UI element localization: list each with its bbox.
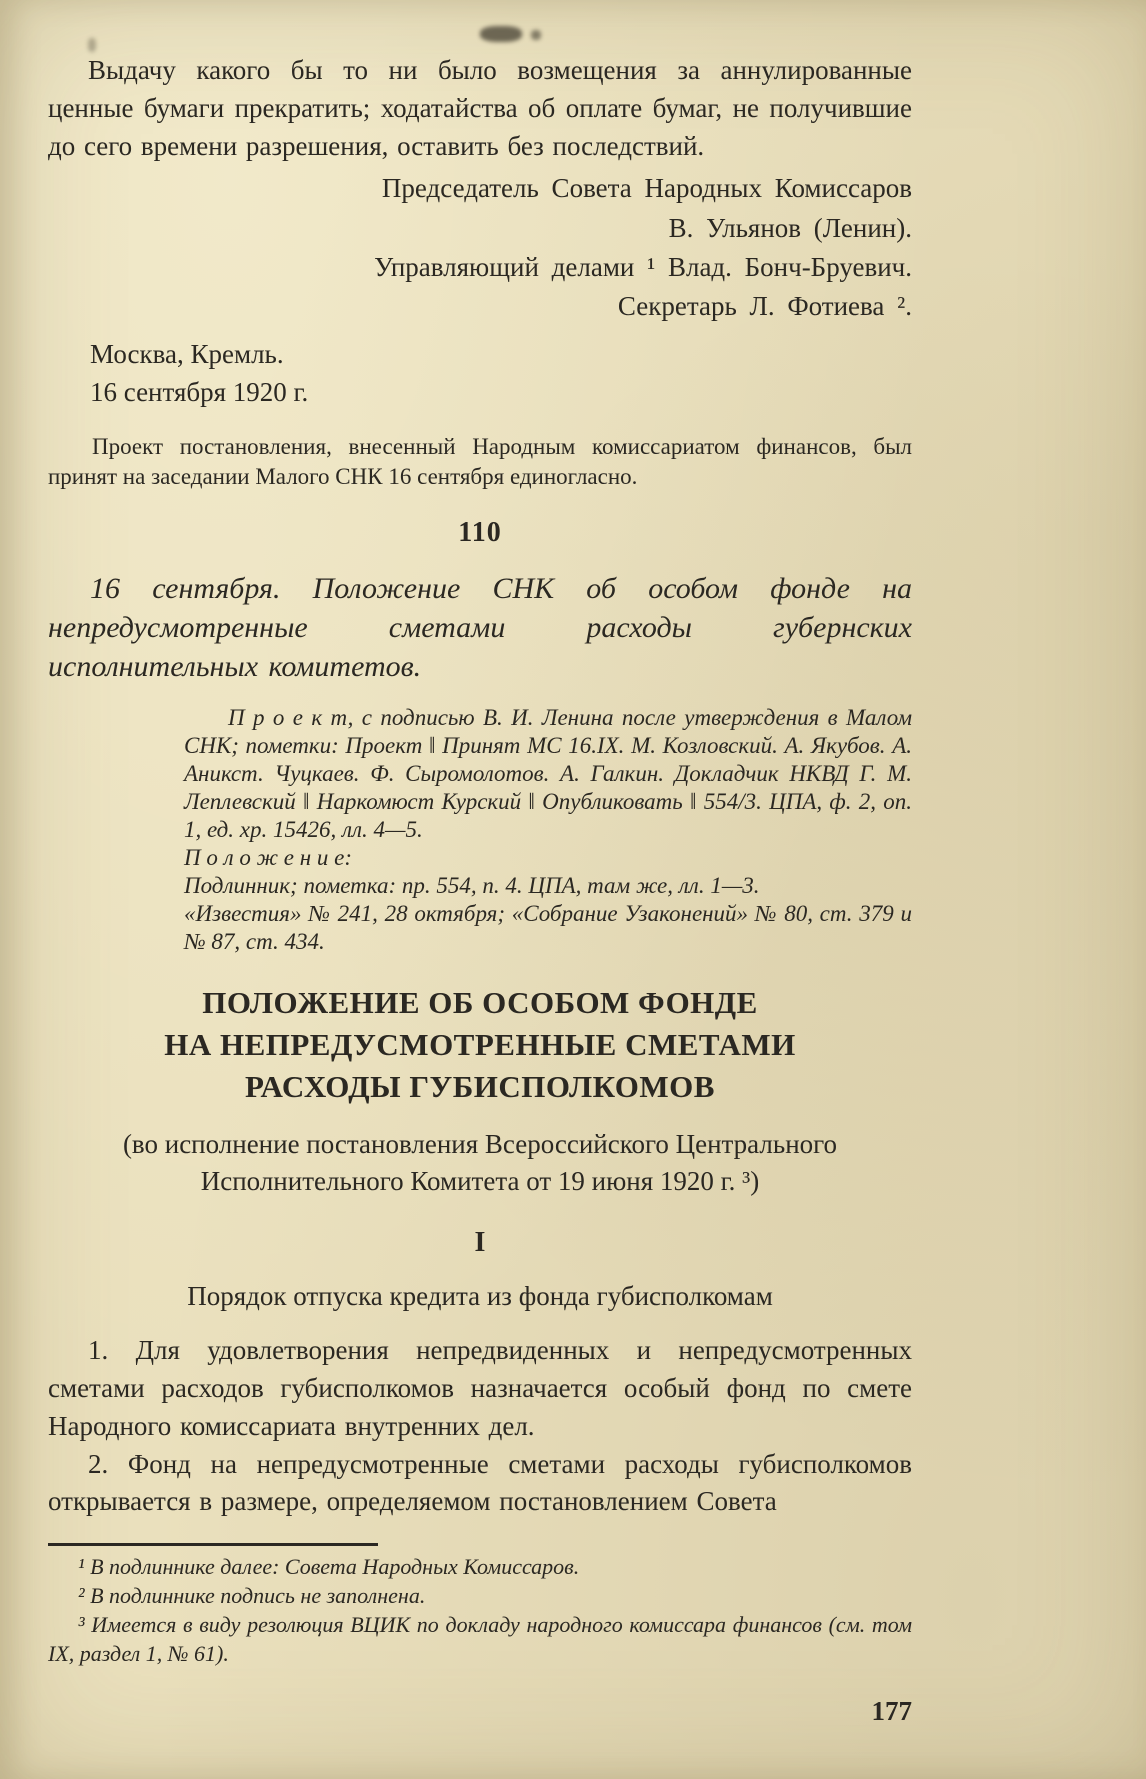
source-line: Подлинник; пометка: пр. 554, п. 4. ЦПА, там же, лл. 1—3.	[184, 872, 760, 898]
date-line: 16 сентября 1920 г.	[90, 376, 309, 407]
part-numeral: I	[474, 1227, 486, 1259]
document-subtitle: (во исполнение постановления Всероссийского Центрального Исполнительного Комитета от 19 июня 1920 г. ³)	[122, 1128, 838, 1197]
intro-paragraph: Выдачу какого бы то ни было возмещения за аннулированные ценные бумаги прекратить; ходатайства об оплате бумаг, не получившие до сего времени разрешения, оставить без последствий.	[48, 55, 912, 161]
footnote: ² В подлиннике подпись не заполнена.	[78, 1583, 426, 1609]
footnote: ¹ В подлиннике далее: Совета Народных Комиссаров.	[78, 1554, 580, 1580]
body-paragraph: 2. Фонд на непредусмотренные сметами расходы губисполкомов открывается в размере, определяемом постановлением Совета	[48, 1448, 912, 1517]
signature-line-secretary: Секретарь Л. Фотиева ².	[617, 290, 912, 321]
document-title	[48, 982, 912, 1108]
item-heading: 16 сентября. Положение СНК об особом фонде на непредусмотренные сметами расходы губернских исполнительных комитетов.	[48, 571, 912, 683]
ink-smudge	[88, 38, 96, 52]
page-number: 177	[871, 1696, 912, 1726]
place-line: Москва, Кремль.	[90, 338, 284, 369]
source-line: «Известия» № 241, 28 октября; «Собрание Узаконений» № 80, ст. 379 и № 87, ст. 434.	[184, 901, 912, 955]
item-number: 110	[458, 516, 502, 548]
ink-smudge	[480, 26, 522, 42]
body-paragraphs	[48, 1332, 912, 1521]
place-date-block	[48, 336, 912, 412]
signature-line-chairman-title: Председатель Совета Народных Комиссаров	[381, 173, 912, 204]
source-line: П о л о ж е н и е:	[184, 844, 353, 870]
source-line: П р о е к т, с подписью В. И. Ленина после утверждения в Малом СНК; пометки: Проект ‖ Принят МС 16.IX. М. Козловский. А. Якубов. А. Аникст. Чуцкаев. Ф. Сыромолотов. А. Галкин. Докладчик НКВД Г. М. Леплевский ‖ Наркомюст Курский ‖ Опубликовать ‖ 554/3. ЦПА, ф. 2, оп. 1, ед. хр. 15426, лл. 4—5.	[184, 704, 912, 842]
signature-line-chairman-name: В. Ульянов (Ленин).	[668, 212, 912, 243]
document-title-line: НА НЕПРЕДУСМОТРЕННЫЕ СМЕТАМИ	[164, 1026, 796, 1062]
signature-block	[48, 169, 912, 326]
ink-smudge	[531, 30, 541, 40]
footnotes-block	[48, 1552, 912, 1668]
part-heading: Порядок отпуска кредита из фонда губисполкомам	[187, 1281, 773, 1312]
archival-source-block	[184, 704, 912, 956]
document-title-line: РАСХОДЫ ГУБИСПОЛКОМОВ	[245, 1068, 715, 1104]
footnote: ³ Имеется в виду резолюция ВЦИК по докладу народного комиссара финансов (см. том IX, раздел 1, № 61).	[48, 1612, 912, 1667]
body-paragraph: 1. Для удовлетворения непредвиденных и непредусмотренных сметами расходов губисполкомов назначается особый фонд по смете Народного комиссариата внутренних дел.	[48, 1335, 912, 1441]
footnote-separator	[48, 1543, 378, 1546]
signature-line-manager: Управляющий делами ¹ Влад. Бонч-Бруевич.	[374, 251, 912, 282]
editorial-note: Проект постановления, внесенный Народным комиссариатом финансов, был принят на заседании Малого СНК 16 сентября единогласно.	[48, 433, 912, 490]
document-title-line: ПОЛОЖЕНИЕ ОБ ОСОБОМ ФОНДЕ	[202, 985, 758, 1021]
